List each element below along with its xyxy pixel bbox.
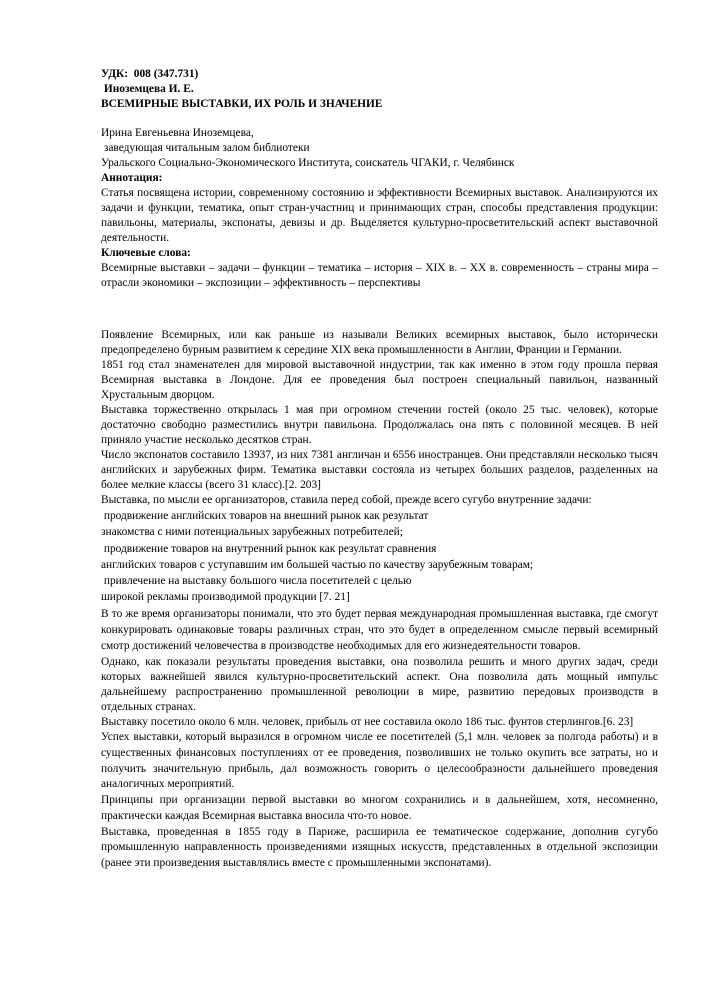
body-paragraph: Успех выставки, который выразился в огромном числе ее посетителей (5,1 млн. человек за полгода работы) и в существенных финансовых поступлениях от ее проведения, позволивших не только окупить все затраты, но и получить значительную прибыль, дал возможность говорить о целесообразности дальнейшего проведения аналогичных мероприятий. [101, 731, 658, 791]
task-list-item: широкой рекламы производимой продукции [7. 21] [101, 591, 350, 604]
author-name: Ирина Евгеньевна Иноземцева, [101, 127, 254, 139]
author-affiliation: Уральского Социально-Экономического Института, соискатель ЧГАКИ, г. Челябинск [101, 157, 515, 169]
keywords-text: Всемирные выставки – задачи – функции – тематика – история – XIX в. – XX в. современность – страны мира – отрасли экономики – экспозиции – эффективность – перспективы [101, 262, 658, 289]
keywords-label: Ключевые слова: [101, 247, 191, 259]
body-paragraph: Однако, как показали результаты проведения выставки, она позволила решить и много других задач, среди которых важнейшей явился культурно-просветительский аспект. Она позволила дать мощный импульс дальнейшему распространению промышленной революции в мире, развитию передовых производств в отдельных странах. [101, 655, 658, 713]
task-list-item: привлечение на выставку большого числа посетителей с целью [101, 575, 412, 588]
abstract-label: Аннотация: [101, 172, 163, 184]
body-paragraph: Появление Всемирных, или как раньше из называли Великих всемирных выставок, было исторически предопределено бурным развитием к середине XIX века промышленности в Англии, Франции и Германии. [101, 329, 658, 356]
body-paragraph: Выставка, по мысли ее организаторов, ставила перед собой, прежде всего сугубо внутренние задачи: [101, 494, 592, 506]
abstract-text: Статья посвящена истории, современному состоянию и эффективности Всемирных выставок. Анализируются их задачи и функции, тематика, опыт стран-участниц и принимающих стран, способы представления продукции: павильоны, материалы, экспонаты, девизы и др. Выделяется культурно-просветительский аспект выставочной деятельности. [101, 187, 658, 244]
body-paragraph: В то же время организаторы понимали, что это будет первая международная промышленная выставка, где смогут конкурировать одинаковые товары различных стран, что это будет в определенном смысле первый всемирный смотр достижений человечества в производстве необходимых для его жизнедеятельности товаров. [101, 607, 658, 653]
article-body [101, 328, 658, 872]
document-page [101, 67, 658, 872]
task-list-item: продвижение товаров на внутренний рынок как результат сравнения [101, 542, 437, 555]
author-position: заведующая читальным залом библиотеки [101, 142, 310, 154]
body-paragraph: Число экспонатов составило 13937, из них 7381 англичан и 6556 иностранцев. Они представляли несколько тысяч английских и зарубежных фирм. Тематика выставки состояла из четырех больших разделов, разделенных на более мелкие классы (всего 31 класс).[2. 203] [101, 449, 658, 491]
task-list-item: английских товаров с уступавшим им большей частью по качеству зарубежным товарам; [101, 558, 534, 571]
author-short: Иноземцева И. Е. [101, 83, 194, 95]
body-paragraph: Выставка, проведенная в 1855 году в Париже, расширила ее тематическое содержание, дополнив сугубо промышленную направленность произведениями изящных искусств, представленных в отдельной экспозиции (ранее эти произведения выставлялись вместе с промышленными экспонатами). [101, 825, 658, 869]
body-paragraph: Выставка торжественно открылась 1 мая при огромном стечении гостей (около 25 тыс. человек), которые достаточно свободно разместились внутри павильона. Продолжалась она пять с половиной месяцев. В ней приняло участие несколько десятков стран. [101, 404, 658, 446]
udk-code: УДК: 008 (347.731) [101, 68, 199, 80]
task-list-item: продвижение английских товаров на внешний рынок как результат [101, 510, 429, 522]
task-list-item: знакомства с ними потенциальных зарубежных потребителей; [101, 526, 403, 539]
body-paragraph: Выставку посетило около 6 млн. человек, прибыль от нее составила около 186 тыс. фунтов стерлингов.[6. 23] [101, 715, 634, 728]
body-paragraph: Принципы при организации первой выставки во многом сохранились и в дальнейшем, хотя, несомненно, практически каждая Всемирная выставка вносила что-то новое. [101, 794, 658, 822]
article-title: ВСЕМИРНЫЕ ВЫСТАВКИ, ИХ РОЛЬ И ЗНАЧЕНИЕ [101, 98, 383, 110]
body-paragraph: 1851 год стал знаменателен для мировой выставочной индустрии, так как именно в этом году прошла первая Всемирная выставка в Лондоне. Для ее проведения был построен специальный павильон, названный Хрустальным дворцом. [101, 359, 658, 401]
